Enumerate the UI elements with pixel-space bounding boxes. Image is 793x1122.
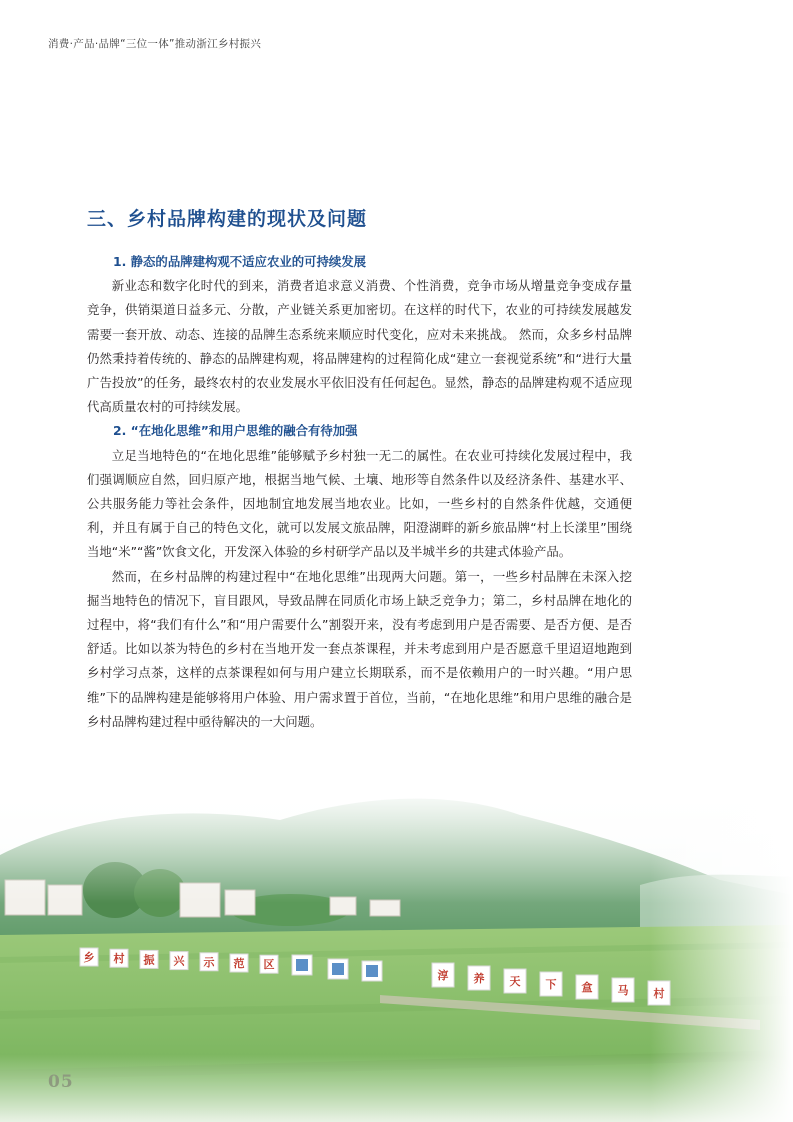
subsection-heading-2: 2. “在地化思维”和用户思维的融合有待加强 bbox=[113, 423, 358, 439]
running-header: 消费·产品·品牌“三位一体”推动浙江乡村振兴 bbox=[48, 38, 262, 50]
article-body bbox=[87, 250, 632, 734]
section-title: 三、乡村品牌构建的现状及问题 bbox=[87, 208, 368, 230]
village-landscape-photo bbox=[0, 785, 793, 1122]
paragraph-2: 立足当地特色的“在地化思维”能够赋予乡村独一无二的属性。在农业可持续化发展过程中，我们强调顺应自然，回归原产地，根据当地气候、土壤、地形等自然条件以及经济条件、基建水平、公共服务能力等社会条件，因地制宜地发展当地农业。比如，一些乡村的自然条件优越，交通便利，并且有属于自己的特色文化，就可以发展文旅品牌，阳澄湖畔的新乡旅品牌“村上长漾里”围绕当地“米”“酱”饮食文化，开发深入体验的乡村研学产品以及半城半乡的共建式体验产品。 bbox=[87, 447, 632, 560]
paragraph-1: 新业态和数字化时代的到来，消费者追求意义消费、个性消费，竞争市场从增量竞争变成存量竞争，供销渠道日益多元、分散，产业链关系更加密切。在这样的时代下，农业的可持续发展越发需要一套开放、动态、连接的品牌生态系统来顺应时代变化，应对未来挑战。 然而，众多乡村品牌仍然秉持着传统的、静态的品牌建构观，将品牌建构的过程简化成“建立一套视觉系统”和“进行大量广告投放”的任务，最终农村的农业发展水平依旧没有任何起色。显然，静态的品牌建构观不适应现代高质量农村的可持续发展。 bbox=[87, 278, 632, 415]
paragraph-3: 然而，在乡村品牌的构建过程中“在地化思维”出现两大问题。第一，一些乡村品牌在未深入挖掘当地特色的情况下，盲目跟风，导致品牌在同质化市场上缺乏竞争力；第二，乡村品牌在地化的过程中，将“我们有什么”和“用户需要什么”割裂开来，没有考虑到用户是否需要、是否方便、是否舒适。比如以茶为特色的乡村在当地开发一套点茶课程，并未考虑到用户是否愿意千里迢迢地跑到乡村学习点茶，这样的点茶课程如何与用户建立长期联系，而不是依赖用户的一时兴趣。“用户思维”下的品牌构建是能够将用户体验、用户需求置于首位，当前，“在地化思维”和用户思维的融合是乡村品牌构建过程中亟待解决的一大问题。 bbox=[87, 568, 632, 729]
subsection-heading-1: 1. 静态的品牌建构观不适应农业的可持续发展 bbox=[113, 254, 367, 269]
page-number: 05 bbox=[48, 1072, 74, 1092]
